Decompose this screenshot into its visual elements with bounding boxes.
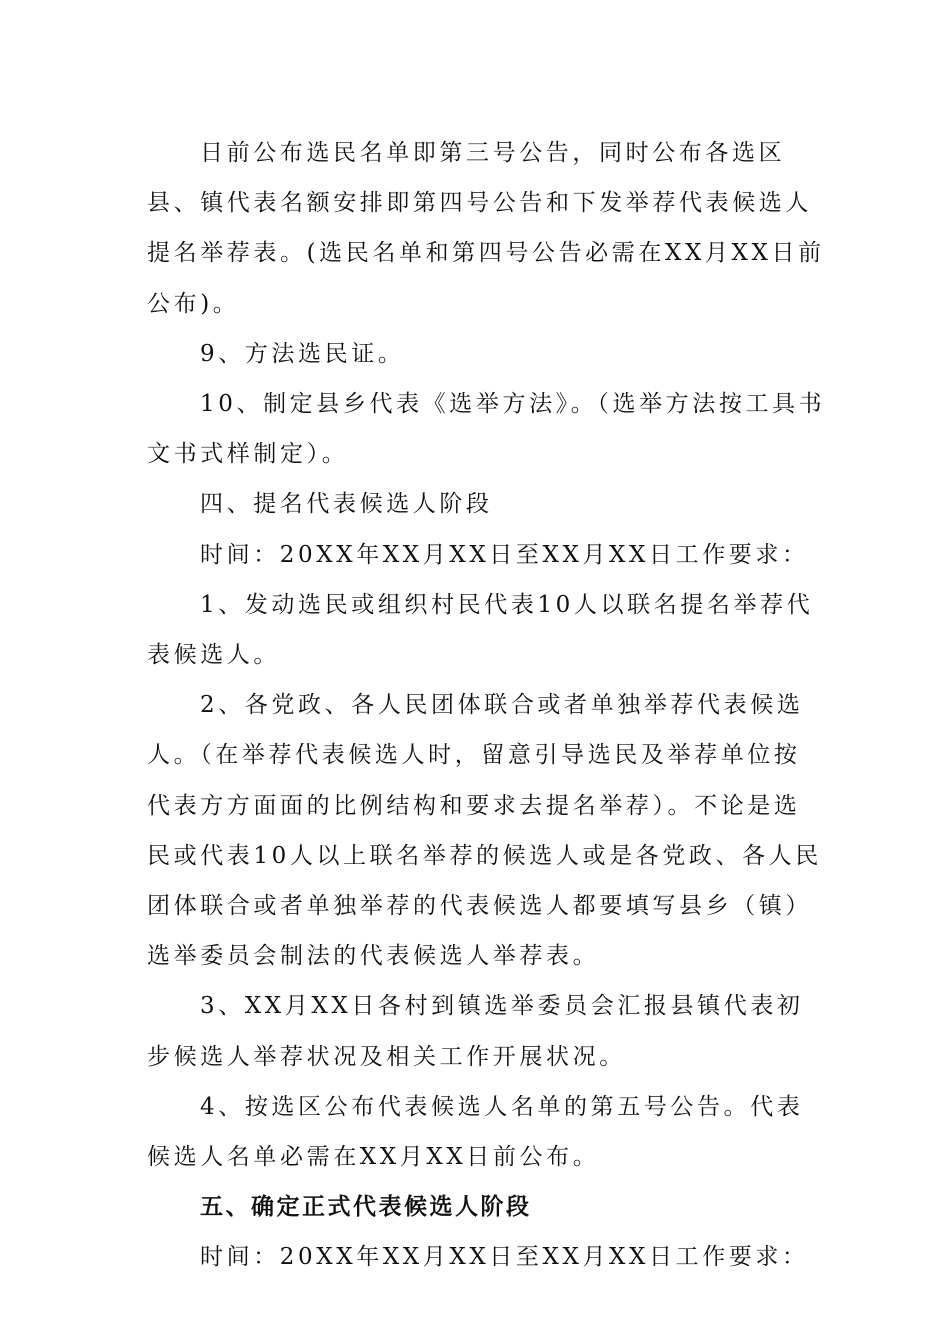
paragraph-step-2: 2、各党政、各人民团体联合或者单独举荐代表候选人。（在举荐代表候选人时，留意引导选民及举荐单位按代表方方面面的比例结构和要求去提名举荐）。不论是选民或代表10人以上联名举荐的候选人或是各党政、各人民团体联合或者单独举荐的代表候选人都要填写县乡（镇）选举委员会制法的代表候选人举荐表。 (147, 692, 822, 970)
document-body (147, 128, 827, 1283)
section-heading-4: 四、提名代表候选人阶段 (200, 491, 493, 518)
paragraph-step-1: 1、发动选民或组织村民代表10人以联名提名举荐代表候选人。 (147, 591, 814, 669)
section-heading-5: 五、确定正式代表候选人阶段 (200, 1194, 532, 1221)
paragraph-step-4: 4、按选区公布代表候选人名单的第五号公告。代表候选人名单必需在XX月XX日前公布。 (147, 1093, 804, 1171)
paragraph-item-10: 10、制定县乡代表《选举方法》。（选举方法按工具书文书式样制定）。 (147, 391, 826, 468)
paragraph-step-3: 3、XX月XX日各村到镇选举委员会汇报县镇代表初步候选人举荐状况及相关工作开展状况。 (147, 993, 804, 1070)
paragraph-voter-list-announcement: 日前公布选民名单即第三号公告，同时公布各选区县、镇代表名额安排即第四号公告和下发举荐代表候选人提名举荐表。(选民名单和第四号公告必需在XX月XX日前公布)。 (147, 140, 825, 317)
section-5-time: 时间：20XX年XX月XX日至XX月XX日工作要求： (200, 1244, 809, 1271)
section-4-time: 时间：20XX年XX月XX日至XX月XX日工作要求： (200, 541, 809, 568)
paragraph-item-9: 9、方法选民证。 (200, 340, 405, 367)
